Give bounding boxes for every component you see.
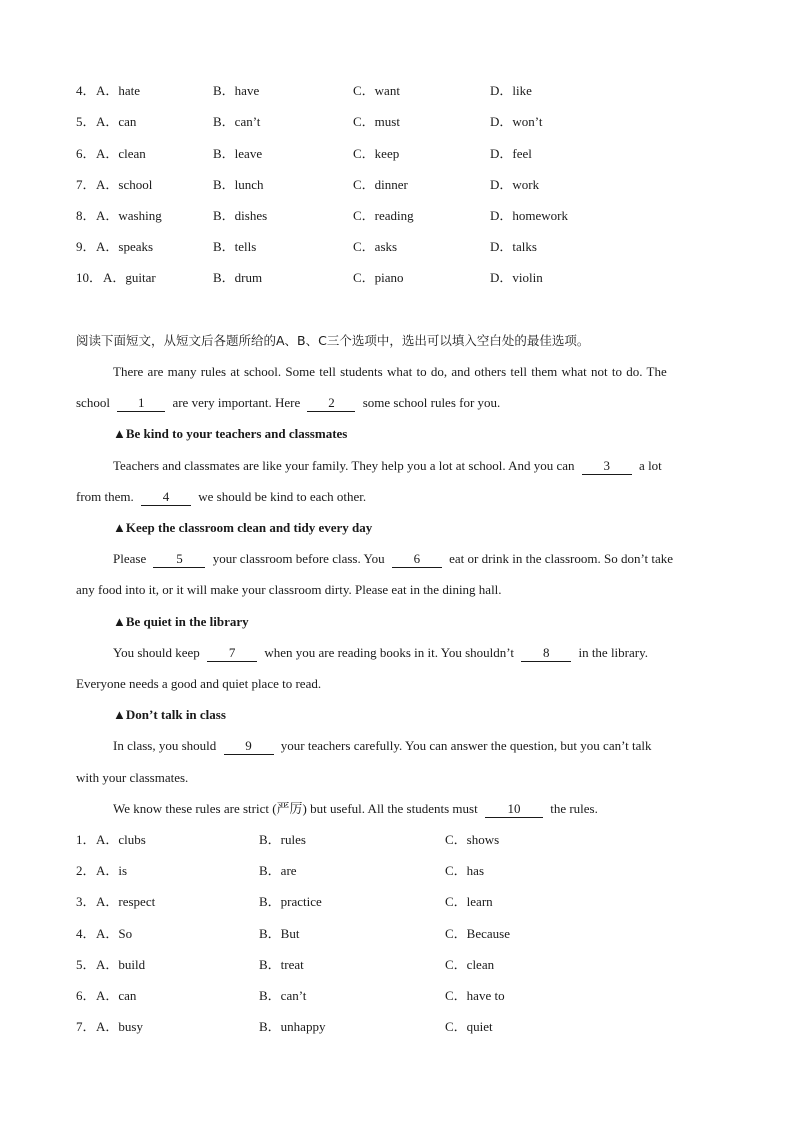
option-b: B．can’t xyxy=(259,988,307,1003)
option-b: B．rules xyxy=(259,832,306,847)
passage-text: in the library. xyxy=(578,645,649,660)
option-b: B．unhappy xyxy=(259,1019,326,1034)
question-number: 5． xyxy=(76,957,96,972)
option-a: A．busy xyxy=(96,1019,143,1034)
passage-text: eat or drink in the classroom. So don’t take xyxy=(449,551,674,566)
option-c: C．shows xyxy=(445,832,500,847)
option-a: A．respect xyxy=(96,894,156,909)
option-c: C．must xyxy=(353,114,400,129)
option-c: C．learn xyxy=(445,894,493,909)
blank-4: 4 xyxy=(141,489,191,506)
passage-line: Everyone needs a good and quiet place to read. xyxy=(76,676,322,691)
passage-text: In class, you should xyxy=(113,738,217,753)
passage-text: school xyxy=(76,395,110,410)
option-c: C．dinner xyxy=(353,177,408,192)
blank-6: 6 xyxy=(392,551,442,568)
option-c: C．want xyxy=(353,83,400,98)
option-d: D．violin xyxy=(490,270,543,285)
passage-line xyxy=(113,549,673,569)
question-number: 1． xyxy=(76,832,96,847)
passage-line: any food into it, or it will make your classroom dirty. Please eat in the dining hall. xyxy=(76,582,502,597)
option-c: C．keep xyxy=(353,146,400,161)
passage-line xyxy=(76,393,500,413)
question-number: 10． xyxy=(76,270,103,285)
question-number: 7． xyxy=(76,1019,96,1034)
option-b: B．dishes xyxy=(213,208,268,223)
question-number: 4． xyxy=(76,83,96,98)
blank-8: 8 xyxy=(521,645,571,662)
question-number: 2． xyxy=(76,863,96,878)
option-c: C．reading xyxy=(353,208,414,223)
option-a: A．build xyxy=(96,957,146,972)
passage-line xyxy=(113,456,662,476)
passage-line xyxy=(113,736,652,756)
option-c: C．piano xyxy=(353,270,404,285)
section-heading: ▲Keep the classroom clean and tidy every day xyxy=(113,520,373,535)
option-b: B．drum xyxy=(213,270,263,285)
option-a: A．clean xyxy=(96,146,146,161)
passage-text: the rules. xyxy=(550,801,598,816)
question-number: 8． xyxy=(76,208,96,223)
option-b: B．practice xyxy=(259,894,322,909)
option-d: D．homework xyxy=(490,208,568,223)
blank-7: 7 xyxy=(207,645,257,662)
option-a: A．can xyxy=(96,114,137,129)
section-heading: ▲Be kind to your teachers and classmates xyxy=(113,426,348,441)
option-b: B．treat xyxy=(259,957,304,972)
blank-3: 3 xyxy=(582,458,632,475)
blank-1: 1 xyxy=(117,395,165,412)
passage-text: Teachers and classmates are like your family. They help you a lot at school. And you can xyxy=(113,458,575,473)
passage-text: We know these rules are strict (严厉) but useful. All the students must xyxy=(113,801,478,816)
question-number: 6． xyxy=(76,146,96,161)
option-a: A．speaks xyxy=(96,239,154,254)
instructions: 阅读下面短文，从短文后各题所给的A、B、C三个选项中，选出可以填入空白处的最佳选项。 xyxy=(76,333,590,348)
option-b: B．lunch xyxy=(213,177,264,192)
passage-line: There are many rules at school. Some tell students what to do, and others tell them what not to do. The xyxy=(113,364,667,379)
option-d: D．won’t xyxy=(490,114,543,129)
passage-text: are very important. Here xyxy=(172,395,301,410)
passage-text: when you are reading books in it. You shouldn’t xyxy=(264,645,514,660)
option-b: B．But xyxy=(259,926,300,941)
option-a: A．school xyxy=(96,177,153,192)
question-number: 5． xyxy=(76,114,96,129)
option-a: A．can xyxy=(96,988,137,1003)
option-b: B．have xyxy=(213,83,260,98)
question-number: 9． xyxy=(76,239,96,254)
option-a: A．is xyxy=(96,863,128,878)
option-b: B．tells xyxy=(213,239,257,254)
section-heading: ▲Be quiet in the library xyxy=(113,614,249,629)
passage-line xyxy=(76,487,366,507)
passage-text: your teachers carefully. You can answer the question, but you can’t talk xyxy=(280,738,652,753)
option-b: B．leave xyxy=(213,146,263,161)
passage-line xyxy=(113,643,648,663)
option-c: C．clean xyxy=(445,957,495,972)
passage-text: we should be kind to each other. xyxy=(198,489,367,504)
option-a: A．hate xyxy=(96,83,141,98)
option-c: C．have to xyxy=(445,988,505,1003)
question-number: 4． xyxy=(76,926,96,941)
blank-2: 2 xyxy=(307,395,355,412)
option-d: D．talks xyxy=(490,239,537,254)
option-a: A．washing xyxy=(96,208,162,223)
blank-10: 10 xyxy=(485,801,543,818)
passage-text: You should keep xyxy=(113,645,200,660)
question-number: 6． xyxy=(76,988,96,1003)
blank-5: 5 xyxy=(153,551,205,568)
passage-text: from them. xyxy=(76,489,134,504)
passage-text: your classroom before class. You xyxy=(212,551,385,566)
option-b: B．are xyxy=(259,863,297,878)
option-a: A．clubs xyxy=(96,832,146,847)
blank-9: 9 xyxy=(224,738,274,755)
option-d: D．work xyxy=(490,177,540,192)
passage-line xyxy=(113,799,598,819)
option-b: B．can’t xyxy=(213,114,261,129)
passage-text: a lot xyxy=(639,458,662,473)
question-number: 3． xyxy=(76,894,96,909)
section-heading: ▲Don’t talk in class xyxy=(113,707,226,722)
passage-text: Please xyxy=(113,551,147,566)
question-number: 7． xyxy=(76,177,96,192)
passage-text: some school rules for you. xyxy=(362,395,501,410)
option-d: D．feel xyxy=(490,146,532,161)
option-c: C．Because xyxy=(445,926,510,941)
passage-line: with your classmates. xyxy=(76,770,189,785)
option-c: C．quiet xyxy=(445,1019,493,1034)
option-a: A．So xyxy=(96,926,133,941)
option-d: D．like xyxy=(490,83,532,98)
option-c: C．asks xyxy=(353,239,398,254)
option-a: A．guitar xyxy=(103,270,156,285)
option-c: C．has xyxy=(445,863,485,878)
